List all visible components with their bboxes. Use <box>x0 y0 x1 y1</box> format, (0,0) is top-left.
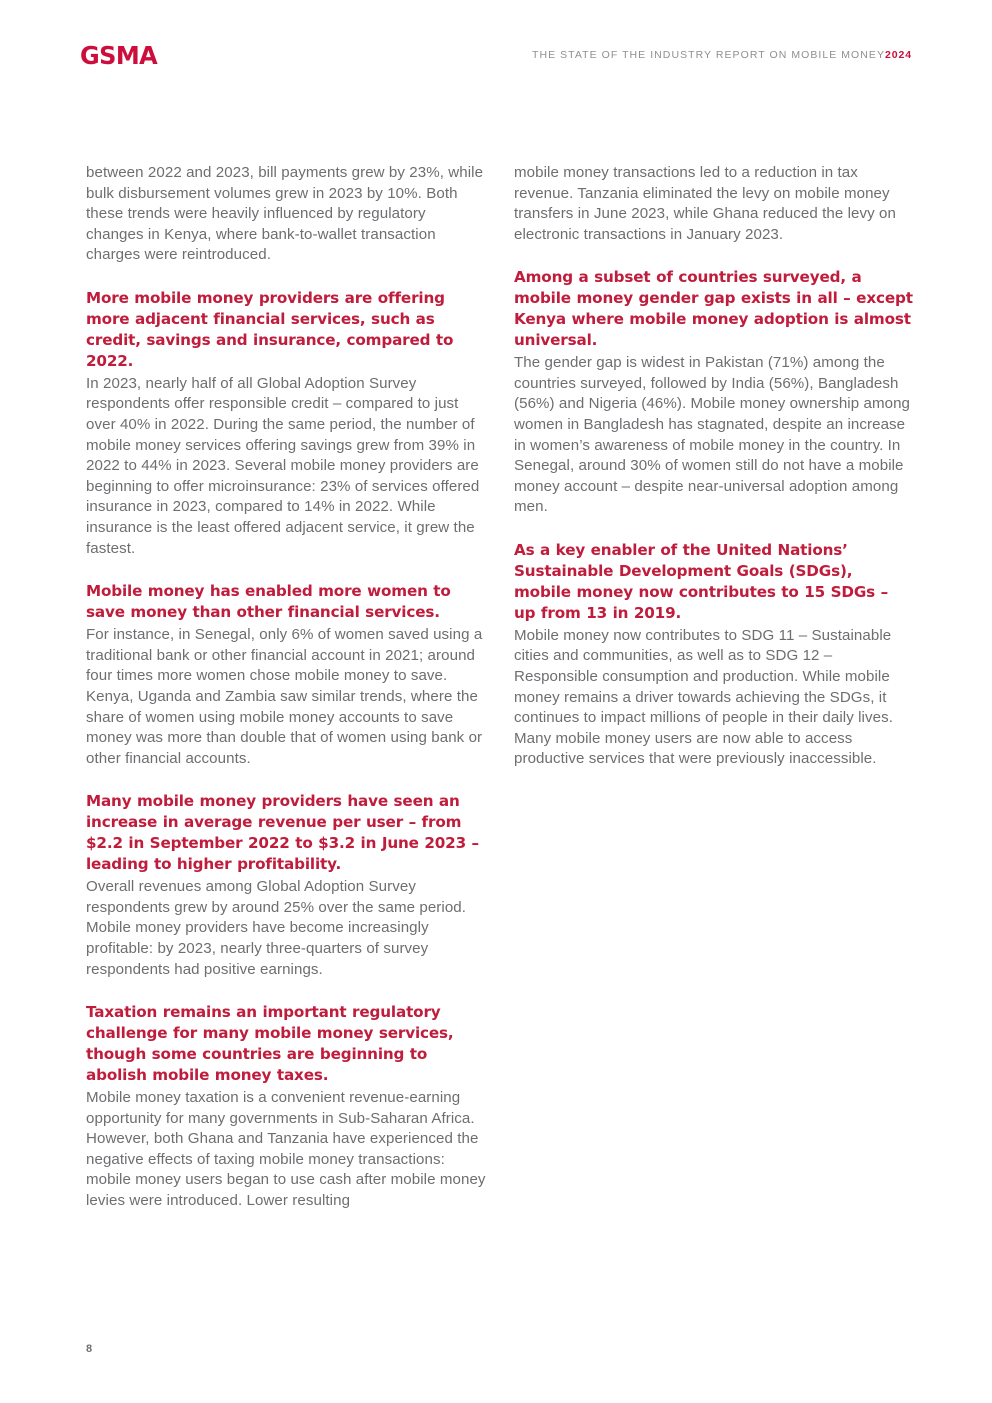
report-title-text: THE STATE OF THE INDUSTRY REPORT ON MOBILE MONEY <box>532 48 886 61</box>
left-intro-block <box>86 163 486 266</box>
gsma-logo: GSMA <box>80 40 158 70</box>
two-column-body <box>86 163 914 1212</box>
right-section-1 <box>514 267 914 518</box>
right-section-2 <box>514 540 914 770</box>
left-section-2 <box>86 581 486 769</box>
right-column <box>514 163 914 1212</box>
report-title-year: 2024 <box>885 48 912 61</box>
left-section-1-body: In 2023, nearly half of all Global Adoption Survey respondents offer responsible credit – compared to just over 40% in 2022. During the same period, the number of mobile money services offering savings grew from 39% in 2022 to 44% in 2023. Several mobile money providers are beginning to offer microinsurance: 23% of services offered insurance in 2023, compared to 14% in 2022. While insurance is the least offered adjacent service, it grew the fastest. <box>86 374 480 557</box>
left-intro-paragraph: between 2022 and 2023, bill payments grew by 23%, while bulk disbursement volumes grew in 2023 by 10%. Both these trends were heavily influenced by regulatory changes in Kenya, where bank-to-wallet transaction charges were reintroduced. <box>86 164 484 264</box>
left-section-4 <box>86 1002 486 1211</box>
left-section-1 <box>86 288 486 559</box>
right-intro-block <box>514 163 914 245</box>
right-intro-paragraph: mobile money transactions led to a reduction in tax revenue. Tanzania eliminated the levy on mobile money transfers in June 2023, while Ghana reduced the levy on electronic transactions in January 2023. <box>514 164 896 243</box>
left-section-4-body: Mobile money taxation is a convenient revenue-earning opportunity for many governments in Sub-Saharan Africa. However, both Ghana and Tanzania have experienced the negative effects of taxing mobile money transactions: mobile money users began to use cash after mobile money levies were introduced. Lower resulting <box>86 1089 486 1209</box>
page-number: 8 <box>86 1343 93 1355</box>
page-header <box>80 42 912 68</box>
left-section-2-body: For instance, in Senegal, only 6% of women saved using a traditional bank or other financial account in 2021; around four times more women chose mobile money to save. Kenya, Uganda and Zambia saw similar trends, where the share of women using mobile money accounts to save money was more than double that of women using bank or other financial accounts. <box>86 626 483 767</box>
left-section-2-heading: Mobile money has enabled more women to save money than other financial services. <box>86 582 451 622</box>
right-section-1-body: The gender gap is widest in Pakistan (71%) among the countries surveyed, followed by India (56%), Bangladesh (56%) and Nigeria (46%). Mobile money ownership among women in Bangladesh has stagnated, despite an increase in women’s awareness of mobile money in the country. In Senegal, around 30% of women still do not have a mobile money account – despite near-universal adoption among men. <box>514 354 911 516</box>
left-section-4-heading: Taxation remains an important regulatory challenge for many mobile money services, though some countries are beginning to abolish mobile money taxes. <box>86 1003 454 1085</box>
left-section-3 <box>86 791 486 980</box>
left-section-1-heading: More mobile money providers are offering more adjacent financial services, such as credit, savings and insurance, compared to 2022. <box>86 288 454 370</box>
right-section-2-heading: As a key enabler of the United Nations’ Sustainable Development Goals (SDGs), mobile money now contributes to 15 SDGs – up from 13 in 2019. <box>514 541 889 622</box>
left-column <box>86 163 486 1212</box>
left-section-3-body: Overall revenues among Global Adoption Survey respondents grew by around 25% over the same period. Mobile money providers have become increasingly profitable: by 2023, nearly three-quarters of survey respondents had positive earnings. <box>86 878 467 978</box>
right-section-1-heading: Among a subset of countries surveyed, a mobile money gender gap exists in all – except Kenya where mobile money adoption is almost universal. <box>514 268 913 350</box>
report-title-header <box>532 50 912 61</box>
left-section-3-heading: Many mobile money providers have seen an increase in average revenue per user – from $2.2 in September 2022 to $3.2 in June 2023 – leading to higher profitability. <box>86 792 479 874</box>
right-section-2-body: Mobile money now contributes to SDG 11 – Sustainable cities and communities, as well as to SDG 12 – Responsible consumption and production. While mobile money remains a driver towards achieving the SDGs, it continues to impact millions of people in their daily lives. Many mobile money users are now able to access productive services that were previously inaccessible. <box>514 626 893 768</box>
